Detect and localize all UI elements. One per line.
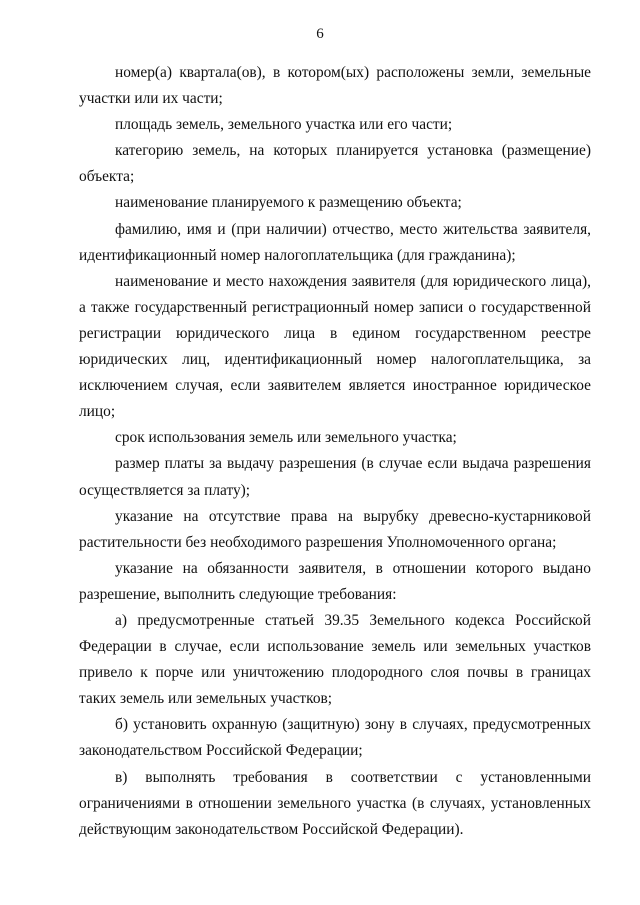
paragraph-quarter-numbers: номер(а) квартала(ов), в котором(ых) расположены земли, земельные участки или их части; xyxy=(79,64,591,108)
document-body xyxy=(79,60,591,843)
paragraph-no-felling-right: указание на отсутствие права на вырубку древесно-кустарниковой растительности без необходимого разрешения Уполномоченного органа; xyxy=(79,507,591,551)
paragraph-permit-fee: размер платы за выдачу разрешения (в случае если выдача разрешения осуществляется за плату); xyxy=(79,455,591,499)
paragraph-requirement-b: б) установить охранную (защитную) зону в случаях, предусмотренных законодательством Российской Федерации; xyxy=(79,716,591,760)
paragraph-applicant-legal-entity: наименование и место нахождения заявителя (для юридического лица), а также государственный регистрационный номер записи о государственной регистрации юридического лица в едином государственном реестре юридических лиц, идентификационный номер налогоплательщика, за исключением случая, если заявителем является иностранное юридическое лицо; xyxy=(79,272,591,421)
paragraph-area: площадь земель, земельного участка или его части; xyxy=(115,116,453,134)
paragraph-requirement-c: в) выполнять требования в соответствии с установленными ограничениями в отношении земельного участка (в случаях, установленных действующим законодательством Российской Федерации). xyxy=(79,768,591,838)
paragraph-applicant-obligations: указание на обязанности заявителя, в отношении которого выдано разрешение, выполнить следующие требования: xyxy=(79,559,591,603)
page-number: 6 xyxy=(316,26,324,42)
paragraph-land-category: категорию земель, на которых планируется установка (размещение) объекта; xyxy=(79,142,591,186)
paragraph-usage-term: срок использования земель или земельного участка; xyxy=(115,429,457,447)
paragraph-requirement-a: а) предусмотренные статьей 39.35 Земельного кодекса Российской Федерации в случае, если использование земель или земельных участков привело к порче или уничтожению плодородного слоя почвы в границах таких земель или земельных участков; xyxy=(79,611,591,708)
paragraph-object-name: наименование планируемого к размещению объекта; xyxy=(115,194,462,212)
paragraph-applicant-person: фамилию, имя и (при наличии) отчество, место жительства заявителя, идентификационный номер налогоплательщика (для гражданина); xyxy=(79,220,591,264)
